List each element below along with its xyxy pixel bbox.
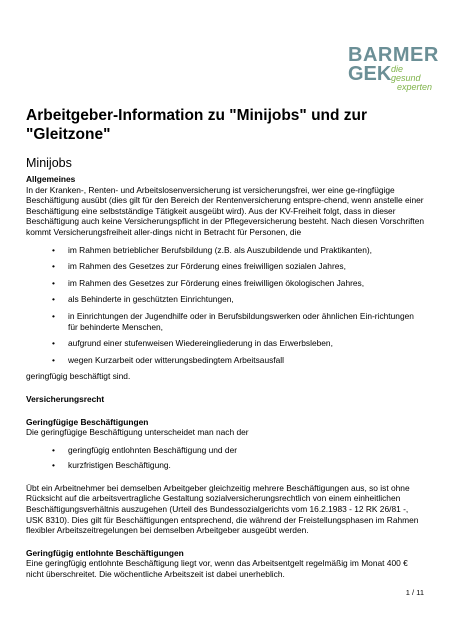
list-item: • als Behinderte in geschützten Einrichtungen, (26, 294, 426, 305)
list-item: • im Rahmen des Gesetzes zur Förderung eines freiwilligen ökologischen Jahres, (26, 278, 426, 289)
geringfuegig-entlohnte-text: Eine geringfügig entlohnte Beschäftigung liegt vor, wenn das Arbeitsentgelt regelmäßig im Monat 400 € nicht überschreitet. Die wöchentliche Arbeitszeit ist dabei unerheblich. (26, 558, 408, 580)
logo-barmer: BARMER (348, 44, 439, 66)
list-item: • im Rahmen betrieblicher Berufsbildung (z.B. als Auszubildende und Praktikanten), (26, 245, 426, 256)
logo-second-line (348, 63, 434, 92)
exception-list (26, 245, 426, 366)
employment-types-list (26, 445, 426, 471)
list-item: • aufgrund einer stufenweisen Wiedereingliederung in das Erwerbsleben, (26, 338, 426, 349)
list-item: • kurzfristigen Beschäftigung. (26, 460, 426, 471)
logo-tagline-line1: die gesund (391, 64, 421, 83)
section-heading: Minijobs (26, 156, 72, 170)
page-number: 1 / 11 (405, 588, 424, 597)
page-title: Arbeitgeber-Information zu "Minijobs" und zur "Gleitzone" (26, 107, 368, 143)
barmer-gek-logo (348, 44, 439, 92)
multiple-employment-paragraph: Übt ein Arbeitnehmer bei demselben Arbeitgeber gleichzeitig mehrere Beschäftigungen aus, so ist ohne Rücksicht auf die arbeitsvertragliche Gestaltung sozialversicherungsrechtlich von einem einheitlichen Beschäftigungsverhältnis auszugehen (Urteil des Bundessozialgerichts vom 16.2.1983 - 12 RK 26/81 -, USK 8310). Dies gilt für Beschäftigungen entsprechend, die während der Freistellungsphasen im Rahmen flexibler Arbeitszeitregelungen bei demselben Arbeitgeber ausgeübt werden. (26, 482, 419, 536)
allgemeines-paragraph: In der Kranken-, Renten- und Arbeitslosenversicherung ist versicherungsfrei, wer eine ge-ringfügige Beschäftigung ausübt (dies gilt für den Bereich der Rentenversicherung entspre-chend, wenn anstelle einer Beschäftigung eine selbstständige Tätigkeit ausgeübt wird). Aus der KV-Freiheit folgt, dass in dieser Beschäftigung auch keine Versicherungspflicht in der Pflegeversicherung besteht. Nach diesen Vorschriften kommt Versicherungsfreiheit aller-dings nicht in Betracht für Personen, die (26, 184, 425, 237)
document-content (26, 106, 426, 580)
list-item: • wegen Kurzarbeit oder witterungsbedingtem Arbeitsausfall (26, 355, 426, 366)
list-closing-text: geringfügig beschäftigt sind. (26, 371, 131, 382)
allgemeines-heading: Allgemeines (26, 174, 76, 184)
geringfuegige-beschaeftigungen-text: Die geringfügige Beschäftigung unterscheidet man nach der (26, 427, 249, 438)
list-item: • geringfügig entlohnten Beschäftigung und der (26, 445, 426, 456)
geringfuegig-entlohnte-heading: Geringfügig entlohnte Beschäftigungen (26, 547, 184, 558)
logo-tagline (391, 65, 434, 92)
logo-gek: GEK (348, 63, 392, 85)
logo-tagline-line2: experten (397, 82, 433, 92)
list-item: • in Einrichtungen der Jugendhilfe oder in Berufsbildungswerken oder ähnlichen Ein-richtungen für behinderte Menschen, (26, 311, 426, 332)
geringfuegige-beschaeftigungen-heading: Geringfügige Beschäftigungen (26, 416, 149, 427)
versicherungsrecht-heading: Versicherungsrecht (26, 393, 105, 404)
list-item: • im Rahmen des Gesetzes zur Förderung eines freiwilligen sozialen Jahres, (26, 261, 426, 272)
